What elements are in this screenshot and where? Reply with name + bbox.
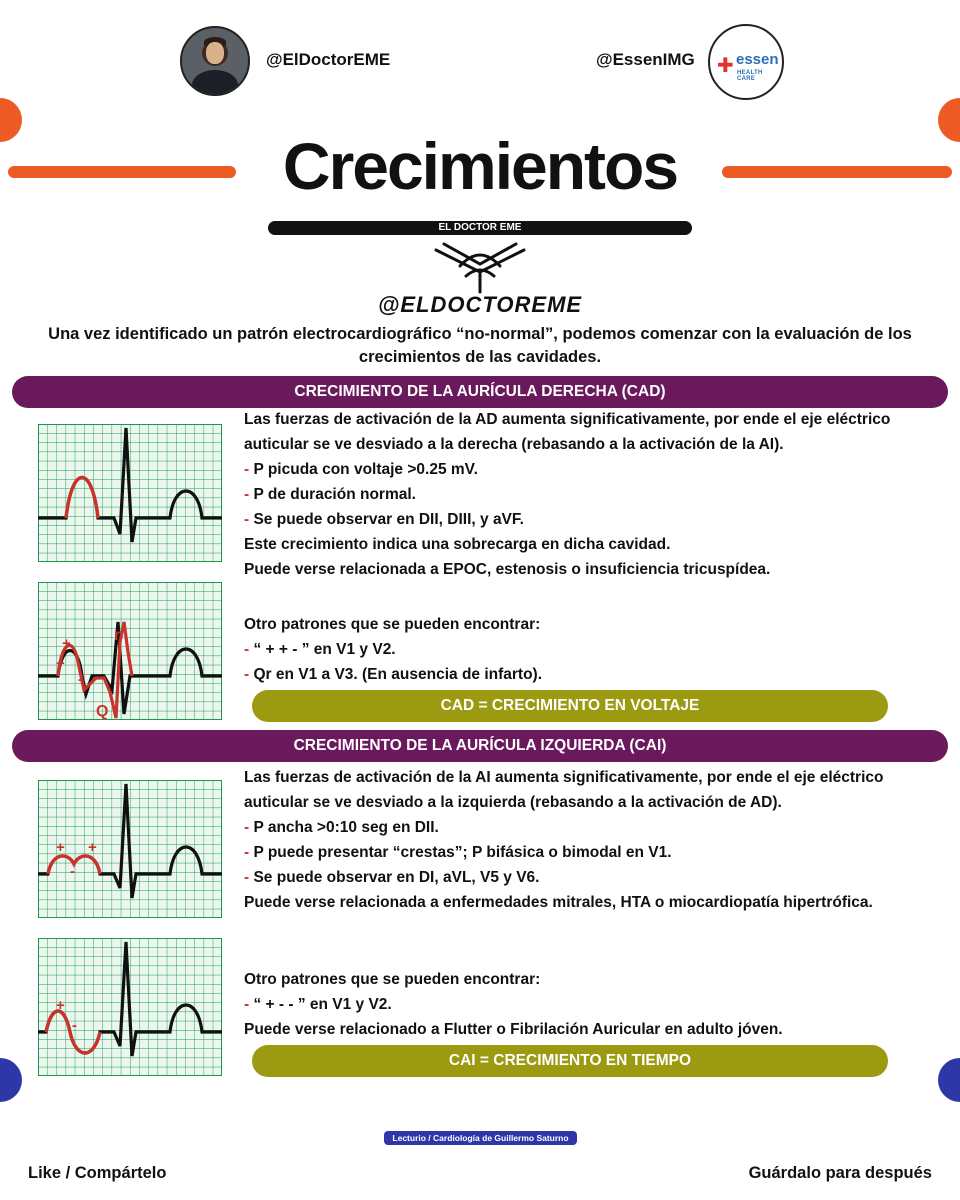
like-share-text: Like / Compártelo [28, 1164, 167, 1182]
label-plus-1: + [62, 635, 71, 652]
cad-text [244, 407, 950, 582]
cad-bullet-1: - P picuda con voltaje >0.25 mV. [244, 461, 478, 478]
source-note: Lecturio / Cardiología de Guillermo Saturno Chiu [384, 1131, 577, 1145]
cai-line-1: Puede verse relacionada a enfermedades mitrales, HTA o miocardiopatía hipertrófica. [244, 894, 873, 911]
page-title: Crecimientos [282, 129, 678, 203]
label-q: Q [96, 703, 109, 720]
label-minus: - [78, 671, 83, 688]
cad-other [244, 612, 950, 687]
essen-logo [708, 24, 784, 100]
ecg-cai-2 [38, 938, 222, 1076]
label-r: r [114, 627, 121, 644]
cad-lead: Las fuerzas de activación de la AD aumenta significativamente, por ende el eje eléctrico auticular se ve desviado a la derecha (rebasando a la activación de la AI). [244, 411, 891, 453]
ecg-cad-1 [38, 424, 222, 562]
label-plus: + [56, 997, 65, 1014]
cai-lead: Las fuerzas de activación de la AI aumenta significativamente, por ende el eje eléctrico auticular se ve desviado a la izquierda (rebasando a la activación de AD). [244, 769, 884, 811]
cai-section-title: CRECIMIENTO DE LA AURÍCULA IZQUIERDA (CAI) [12, 730, 948, 762]
cad-bullet-2: - P de duración normal. [244, 486, 416, 503]
label-minus: - [70, 863, 75, 880]
cad-other-bullet-1: - “ + + - ” en V1 y V2. [244, 641, 396, 658]
cai-bullet-2: - P puede presentar “crestas”; P bifásica o bimodal en V1. [244, 844, 672, 861]
cad-other-title: Otro patrones que se pueden encontrar: [244, 616, 541, 633]
avatar [180, 26, 250, 96]
cai-other-title: Otro patrones que se pueden encontrar: [244, 971, 541, 988]
brand-handle: @ELDOCTOREME [377, 292, 583, 317]
blue-dot-left [0, 1058, 22, 1102]
cad-section-title: CRECIMIENTO DE LA AURÍCULA DERECHA (CAD) [12, 376, 948, 408]
label-plus-2: + [88, 839, 97, 856]
ecg-cad-2 [38, 582, 222, 720]
cai-other [244, 967, 950, 1042]
cai-summary: CAI = CRECIMIENTO EN TIEMPO [252, 1045, 888, 1077]
cad-bullet-3: - Se puede observar en DII, DIII, y aVF. [244, 511, 524, 528]
cad-summary: CAD = CRECIMIENTO EN VOLTAJE [252, 690, 888, 722]
ecg-cai-1 [38, 780, 222, 918]
label-plus-2: + [56, 655, 65, 672]
cai-other-bullet-1: - “ + - - ” en V1 y V2. [244, 996, 392, 1013]
cai-bullet-1: - P ancha >0:10 seg en DII. [244, 819, 439, 836]
label-plus-1: + [56, 839, 65, 856]
logo-name: essen [736, 51, 779, 68]
cad-other-bullet-2: - Qr en V1 a V3. (En ausencia de infarto). [244, 666, 543, 683]
cad-line-2: Puede verse relacionada a EPOC, estenosis o insuficiencia tricuspídea. [244, 561, 771, 578]
blue-dot-right [938, 1058, 960, 1102]
cai-text [244, 765, 950, 915]
left-handle[interactable]: @ElDoctorEME [266, 50, 391, 69]
cai-line-2: Puede verse relacionado a Flutter o Fibrilación Auricular en adulto jóven. [244, 1021, 783, 1038]
brand-bar: EL DOCTOR EME [268, 221, 692, 235]
label-minus: - [72, 1017, 77, 1034]
cross-icon: ✚ [717, 55, 734, 77]
logo-sub: HEALTH CARE [737, 70, 763, 82]
cad-line-1: Este crecimiento indica una sobrecarga en dicha cavidad. [244, 536, 671, 553]
cai-bullet-3: - Se puede observar en DI, aVL, V5 y V6. [244, 869, 540, 886]
brand-mark-icon [430, 236, 530, 294]
save-later-text: Guárdalo para después [748, 1164, 932, 1182]
right-handle[interactable]: @EssenIMG [596, 50, 695, 69]
intro-text: Una vez identificado un patrón electrocardiográfico “no-normal”, podemos comenzar con la evaluación de los crecimientos de las cavidades. [48, 325, 912, 366]
